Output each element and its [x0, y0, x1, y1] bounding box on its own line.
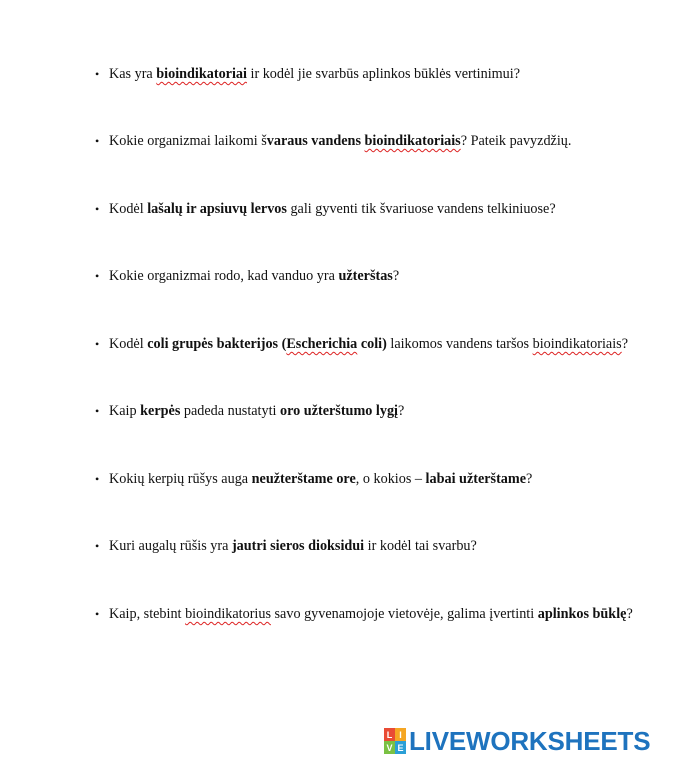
text-segment: ir kodėl jie svarbūs aplinkos būklės vertinimui?	[246, 66, 521, 82]
bullet-icon: •	[95, 539, 100, 553]
text-segment: ? Pateik pavyzdžių.	[460, 133, 572, 149]
question-text	[109, 402, 404, 420]
text-segment: ir kodėl tai svarbu?	[364, 538, 477, 554]
question-text	[109, 605, 633, 623]
bold-text: kerpės	[140, 403, 181, 419]
bold-text: neužterštame ore	[251, 471, 356, 487]
text-segment: Kokių kerpių rūšys auga	[109, 471, 252, 487]
spellcheck-word: bioindikatorius	[185, 606, 271, 622]
text-segment: Kokie organizmai rodo, kad vanduo yra	[109, 268, 339, 284]
bullet-icon: •	[95, 202, 100, 216]
bold-text: oro užterštumo lygį	[280, 403, 398, 419]
question-text	[109, 335, 628, 353]
text-segment: laikomos vandens taršos	[386, 336, 533, 352]
text-segment: Kaip	[109, 403, 141, 419]
bold-text: užterštas	[338, 268, 393, 284]
text-segment: ?	[392, 268, 400, 284]
text-segment: Kodėl	[109, 201, 148, 217]
bold-text: coli)	[357, 336, 387, 352]
text-segment: gali gyventi tik švariuose vandens telkiniuose?	[286, 201, 556, 217]
bold-text: lašalų ir apsiuvų lervos	[147, 201, 287, 217]
text-segment: Kuri augalų rūšis yra	[109, 538, 232, 554]
text-segment: Kodėl	[109, 336, 148, 352]
logo-letter: E	[395, 741, 406, 754]
text-segment: , o kokios –	[355, 471, 426, 487]
spellcheck-word: bioindikatoriais	[532, 336, 622, 352]
text-segment: savo gyvenamojoje vietovėje, galima įvertinti	[270, 606, 538, 622]
bullet-icon: •	[95, 269, 100, 283]
text-segment: Kokie organizmai laikomi š	[109, 133, 267, 149]
text-segment: Kaip, stebint	[109, 606, 186, 622]
bold-text: labai užterštame	[425, 471, 527, 487]
liveworksheets-logo	[384, 727, 650, 755]
bullet-icon: •	[95, 404, 100, 418]
text-segment: ?	[526, 471, 533, 487]
logo-text: LIVEWORKSHEETS	[409, 725, 651, 756]
bold-text: jautri sieros dioksidui	[231, 538, 365, 554]
question-text	[109, 200, 556, 218]
logo-letter: I	[395, 728, 406, 741]
logo-letter: V	[384, 741, 395, 754]
bullet-icon: •	[95, 337, 100, 351]
bold-text: varaus vandens	[266, 133, 365, 149]
text-segment: padeda nustatyti	[180, 403, 281, 419]
bullet-icon: •	[95, 472, 100, 486]
question-text	[109, 267, 399, 285]
bold-text: coli grupės bakterijos (	[147, 336, 287, 352]
question-text	[109, 132, 571, 150]
text-segment: ?	[397, 403, 405, 419]
spellcheck-word: bioindikatoriais	[364, 133, 461, 149]
question-text	[109, 470, 532, 488]
spellcheck-word: bioindikatoriai	[156, 66, 247, 82]
bold-text: aplinkos būklę	[537, 606, 627, 622]
bullet-icon: •	[95, 67, 100, 81]
logo-mark-icon	[384, 728, 406, 754]
text-segment: ?	[621, 336, 628, 352]
text-segment: ?	[626, 606, 633, 622]
question-text	[109, 537, 477, 555]
bullet-icon: •	[95, 134, 100, 148]
logo-letter: L	[384, 728, 395, 741]
bullet-icon: •	[95, 607, 100, 621]
question-text	[109, 65, 520, 83]
text-segment: Kas yra	[109, 66, 157, 82]
spellcheck-word: Escherichia	[286, 336, 358, 352]
